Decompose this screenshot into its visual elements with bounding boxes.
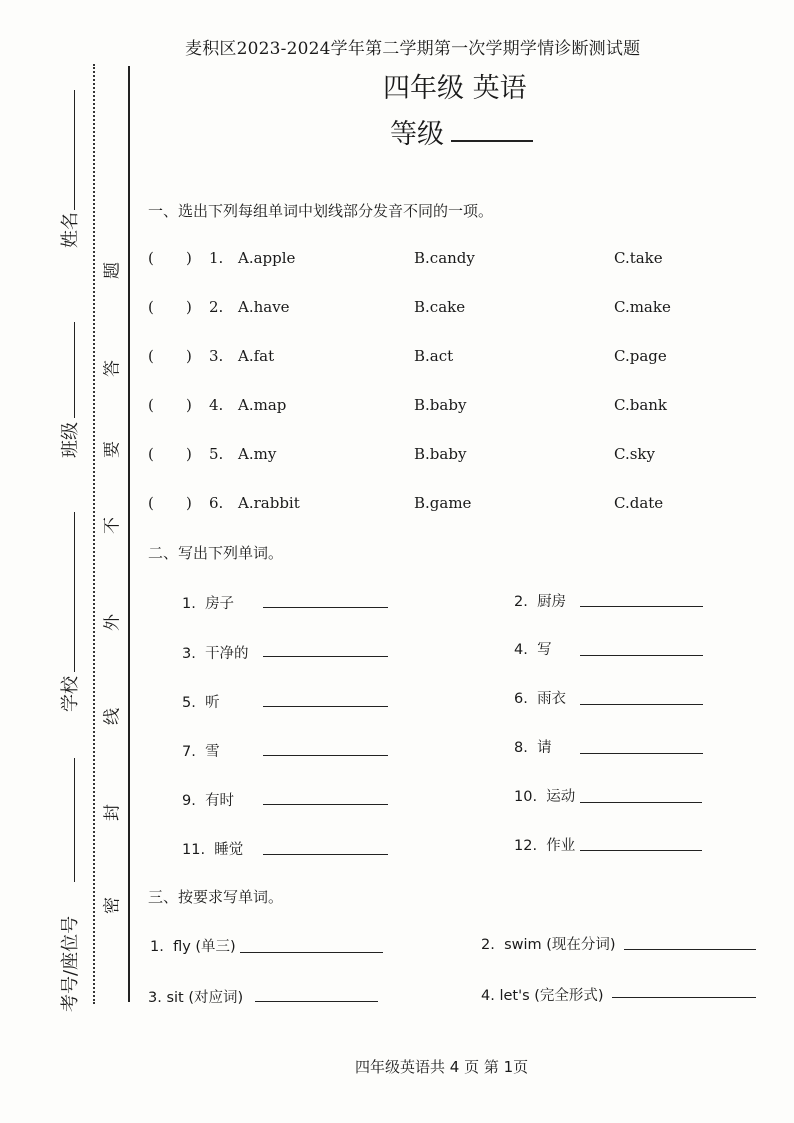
grade-label: 等级: [390, 119, 444, 150]
seal-dotted-line: [93, 64, 95, 1004]
word-prompt: 有时: [205, 793, 235, 809]
seal-char: 不: [102, 517, 123, 534]
answer-blank[interactable]: [263, 706, 388, 707]
rule-item: [148, 986, 243, 1007]
word-number: 3.: [182, 646, 196, 662]
question-number: 2.: [209, 298, 224, 316]
word-prompt: 房子: [205, 596, 235, 612]
option-a: A.rabbit: [238, 494, 300, 512]
answer-paren-close: ): [186, 396, 192, 414]
option-a: A.fat: [238, 347, 275, 365]
word-prompt: 干净的: [205, 646, 249, 662]
word-prompt: 请: [537, 740, 552, 756]
word-number: 9.: [182, 793, 196, 809]
answer-paren-close: ): [186, 445, 192, 463]
word-item: [514, 638, 552, 659]
question-number: 1.: [209, 249, 224, 267]
question-number: 3.: [209, 347, 224, 365]
option-b: B.baby: [414, 396, 467, 414]
word-item: [514, 736, 552, 757]
word-number: 4.: [514, 642, 528, 658]
option-c: C.page: [614, 347, 667, 365]
word-prompt: 写: [537, 642, 552, 658]
rule-number: 3.: [148, 990, 162, 1006]
answer-blank[interactable]: [263, 854, 388, 855]
answer-blank[interactable]: [240, 952, 383, 953]
answer-blank[interactable]: [624, 949, 756, 950]
word-prompt: 作业: [546, 838, 576, 854]
option-c: C.date: [614, 494, 664, 512]
class-label: 班级: [60, 422, 81, 458]
question-number: 5.: [209, 445, 224, 463]
option-c: C.sky: [614, 445, 655, 463]
rule-prompt: fly (单三): [173, 939, 236, 955]
answer-paren-close: ): [186, 249, 192, 267]
option-b: B.baby: [414, 445, 467, 463]
answer-blank[interactable]: [612, 997, 756, 998]
word-item: [182, 592, 234, 613]
option-a: A.have: [238, 298, 290, 316]
answer-paren-open: (: [148, 298, 154, 316]
word-number: 12.: [514, 838, 538, 854]
answer-blank[interactable]: [580, 655, 703, 656]
answer-blank[interactable]: [580, 606, 703, 607]
answer-blank[interactable]: [263, 804, 388, 805]
seal-char: 密: [102, 897, 123, 914]
seal-char: 要: [102, 441, 123, 458]
option-a: A.map: [238, 396, 287, 414]
section2-heading: 二、写出下列单词。: [148, 544, 284, 562]
answer-paren-open: (: [148, 396, 154, 414]
word-item: [182, 642, 249, 663]
word-item: [182, 838, 243, 859]
answer-blank[interactable]: [255, 1001, 378, 1002]
answer-blank[interactable]: [580, 753, 703, 754]
exam-header: 麦积区2023-2024学年第二学期第一次学期学情诊断测试题: [185, 39, 641, 59]
word-prompt: 雪: [205, 744, 220, 760]
rule-item: [150, 935, 236, 956]
section1-heading: 一、选出下列每组单词中划线部分发音不同的一项。: [148, 202, 494, 220]
word-number: 7.: [182, 744, 196, 760]
exam-title: 四年级 英语: [383, 73, 527, 104]
answer-paren-open: (: [148, 445, 154, 463]
word-number: 10.: [514, 789, 538, 805]
answer-blank[interactable]: [263, 755, 388, 756]
rule-item: [481, 984, 604, 1005]
word-item: [514, 785, 575, 806]
page-footer: 四年级英语共 4 页 第 1页: [355, 1058, 529, 1076]
rule-number: 4.: [481, 988, 495, 1004]
word-number: 5.: [182, 695, 196, 711]
seal-char: 线: [102, 708, 123, 725]
seal-char: 答: [102, 360, 123, 377]
word-number: 2.: [514, 594, 528, 610]
word-item: [182, 740, 220, 761]
school-label: 学校: [60, 676, 81, 712]
answer-blank[interactable]: [580, 704, 703, 705]
rule-number: 2.: [481, 937, 495, 953]
seal-char: 题: [102, 262, 123, 279]
word-item: [182, 691, 220, 712]
answer-blank[interactable]: [263, 607, 388, 608]
rule-prompt: swim (现在分词): [504, 937, 616, 953]
answer-paren-close: ): [186, 298, 192, 316]
word-prompt: 雨衣: [537, 691, 567, 707]
option-b: B.game: [414, 494, 472, 512]
rule-prompt: sit (对应词): [166, 990, 244, 1006]
seal-char: 封: [102, 804, 123, 821]
word-prompt: 运动: [546, 789, 576, 805]
option-c: C.take: [614, 249, 663, 267]
section3-heading: 三、按要求写单词。: [148, 888, 284, 906]
word-item: [182, 789, 234, 810]
word-item: [514, 834, 575, 855]
question-number: 6.: [209, 494, 224, 512]
word-prompt: 听: [205, 695, 220, 711]
option-a: A.apple: [238, 249, 296, 267]
answer-paren-open: (: [148, 347, 154, 365]
word-item: [514, 590, 566, 611]
answer-blank[interactable]: [580, 850, 702, 851]
option-b: B.cake: [414, 298, 466, 316]
seat-label: 考号/座位号: [60, 915, 81, 1012]
margin-rule: [128, 66, 130, 1002]
option-b: B.act: [414, 347, 454, 365]
answer-paren-open: (: [148, 249, 154, 267]
seat-field[interactable]: [74, 758, 75, 882]
option-a: A.my: [238, 445, 277, 463]
word-prompt: 厨房: [537, 594, 567, 610]
answer-blank[interactable]: [580, 802, 702, 803]
option-b: B.candy: [414, 249, 475, 267]
word-number: 6.: [514, 691, 528, 707]
rule-prompt: let's (完全形式): [499, 988, 604, 1004]
option-c: C.bank: [614, 396, 668, 414]
name-label: 姓名: [60, 212, 81, 248]
word-number: 1.: [182, 596, 196, 612]
word-prompt: 睡觉: [214, 842, 244, 858]
question-number: 4.: [209, 396, 224, 414]
grade-blank[interactable]: [451, 140, 533, 142]
rule-number: 1.: [150, 939, 164, 955]
class-field[interactable]: [74, 322, 75, 418]
answer-paren-open: (: [148, 494, 154, 512]
word-number: 11.: [182, 842, 206, 858]
name-field[interactable]: [74, 90, 75, 210]
answer-paren-close: ): [186, 347, 192, 365]
seal-char: 外: [102, 614, 123, 631]
answer-paren-close: ): [186, 494, 192, 512]
rule-item: [481, 933, 616, 954]
answer-blank[interactable]: [263, 656, 388, 657]
option-c: C.make: [614, 298, 671, 316]
word-number: 8.: [514, 740, 528, 756]
word-item: [514, 687, 566, 708]
school-field[interactable]: [74, 512, 75, 672]
